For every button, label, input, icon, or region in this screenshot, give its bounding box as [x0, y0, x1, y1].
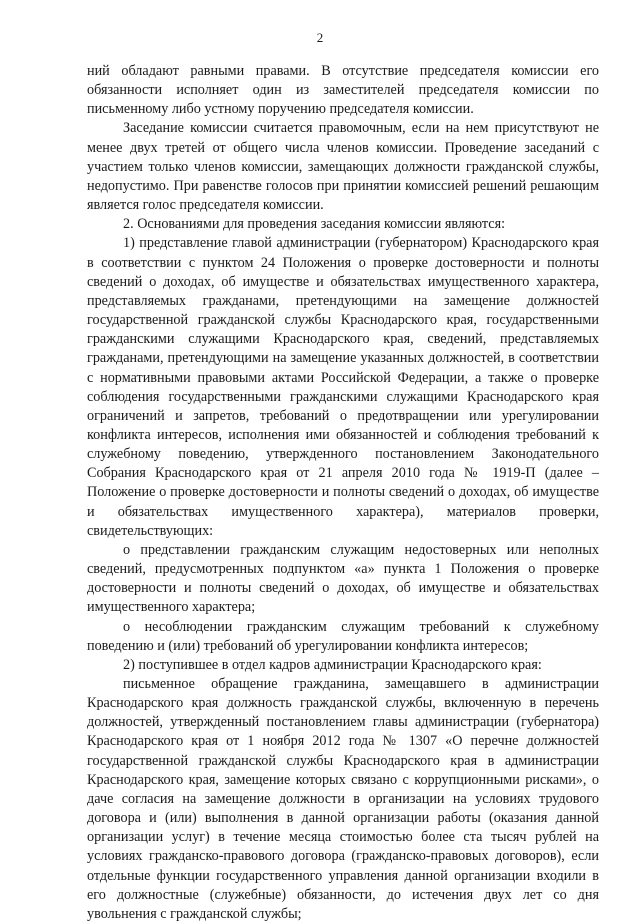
page-number: 2: [316, 30, 324, 45]
paragraph-written-appeal: письменное обращение гражданина, замещавшего в администрации Краснодарского края должность гражданской службы, включенную в перечень должностей, утвержденный постановлением главы администрации (губернатора) Краснодарского края от 1 ноября 2012 года № 1307 «О перечне должностей государственной гражданской службы Краснодарского края в администрации Краснодарского края, замещение которых связано с коррупционными рисками», о даче согласия на замещение должности в организации на условиях трудового договора и (или) выполнения в данной организации работы (оказания данной организации услуг) в течение месяца стоимостью более ста тысяч рублей на условиях гражданско-правового договора (гражданско-правовых договоров), если отдельные функции государственного управления данной организации входили в его должностные (служебные) обязанности, до истечения двух лет со дня увольнения с гражданской службы;: [87, 676, 599, 922]
document-body: [87, 62, 599, 924]
paragraph-grounds-heading: 2. Основаниями для проведения заседания комиссии являются:: [123, 216, 506, 233]
paragraph-subitem-conduct: о несоблюдении гражданским служащим требований к служебному поведению и (или) требований об урегулировании конфликта интересов;: [87, 618, 599, 654]
paragraph-item-2: 2) поступившее в отдел кадров администрации Краснодарского края:: [123, 656, 542, 673]
paragraph-item-1: 1) представление главой администрации (губернатором) Краснодарского края в соответствии с пунктом 24 Положения о проверке достоверности и полноты сведений о доходах, об имуществе и обязательствах имущественного характера, представляемых гражданами, претендующими на замещение должностей государственной гражданской службы Краснодарского края, государственными гражданскими служащими Краснодарского края, сведений, представляемых гражданами, претендующими на замещение указанных должностей, в соответствии с нормативными правовыми актами Российской Федерации, а также о проверке соблюдения государственными гражданскими служащими Краснодарского края ограничений и запретов, требований о предотвращении или урегулировании конфликта интересов, исполнения ими обязанностей и соблюдения требований к служебному поведению, утвержденного постановлением Законодательного Собрания Краснодарского края от 21 апреля 2010 года № 1919-П (далее – Положение о проверке достоверности и полноты сведений о доходах, об имуществе и обязательствах имущественного характера), материалов проверки, свидетельствующих:: [87, 235, 599, 539]
paragraph-quorum: Заседание комиссии считается правомочным, если на нем присутствуют не менее двух третей от общего числа членов комиссии. Проведение заседаний с участием только членов комиссии, замещающих должности гражданской службы, недопустимо. При равенстве голосов при принятии комиссией решений решающим является голос председателя комиссии.: [87, 120, 599, 214]
paragraph-subitem-false-info: о представлении гражданским служащим недостоверных или неполных сведений, предусмотренных подпунктом «а» пункта 1 Положения о проверке достоверности и полноты сведений о доходах, об имуществе и обязательствах имущественного характера;: [87, 541, 599, 616]
paragraph-continuation: ний обладают равными правами. В отсутствие председателя комиссии его обязанности исполняет один из заместителей председателя комиссии по письменному либо устному поручению председателя комиссии.: [87, 63, 599, 118]
